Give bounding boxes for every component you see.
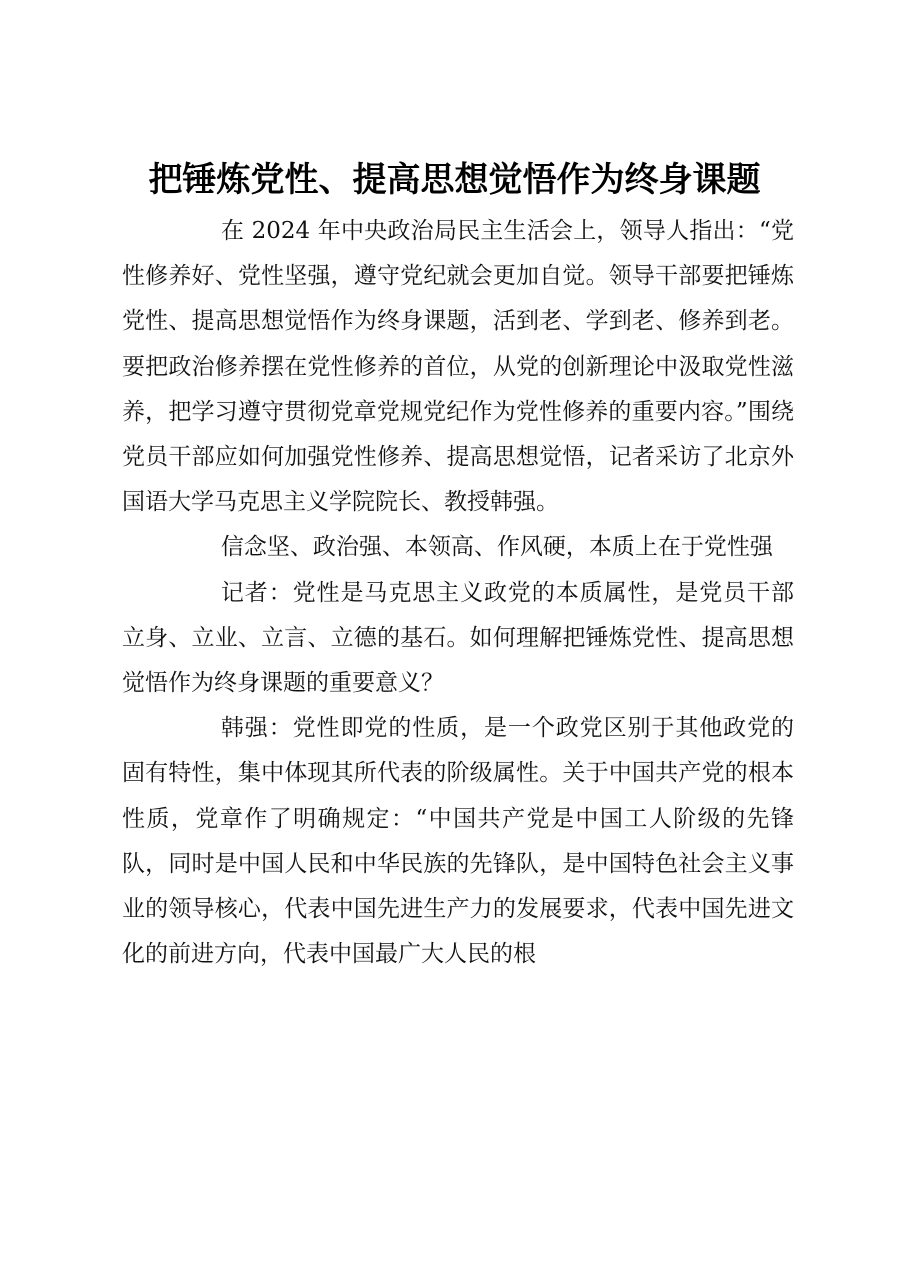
paragraph-intro: 在 2024 年中央政治局民主生活会上，领导人指出：“党性修养好、党性坚强，遵守党纪就会更加自觉。领导干部要把锤炼党性、提高思想觉悟作为终身课题，活到老、学到老、修养到老。要把政治修养摆在党性修养的首位，从党的创新理论中汲取党性滋养，把学习遵守贯彻党章党规党纪作为党性修养的重要内容。”围绕党员干部应如何加强党性修养、提高思想觉悟，记者采访了北京外国语大学马克思主义学院院长、教授韩强。 [122,218,794,516]
document-body [122,209,794,977]
paragraph-subheading: 信念坚、政治强、本领高、作风硬，本质上在于党性强 [220,534,773,561]
paragraph-han-qiang-answer: 韩强：党性即党的性质，是一个政党区别于其他政党的固有特性，集中体现其所代表的阶级属性。关于中国共产党的根本性质，党章作了明确规定：“中国共产党是中国工人阶级的先锋队，同时是中国人民和中华民族的先锋队，是中国特色社会主义事业的领导核心，代表中国先进生产力的发展要求，代表中国先进文化的前进方向，代表中国最广大人民的根 [122,715,794,968]
document-title: 把锤炼党性、提高思想觉悟作为终身课题 [148,160,761,200]
paragraph-reporter-question: 记者：党性是马克思主义政党的本质属性，是党员干部立身、立业、立言、立德的基石。如何理解把锤炼党性、提高思想觉悟作为终身课题的重要意义？ [122,579,794,697]
